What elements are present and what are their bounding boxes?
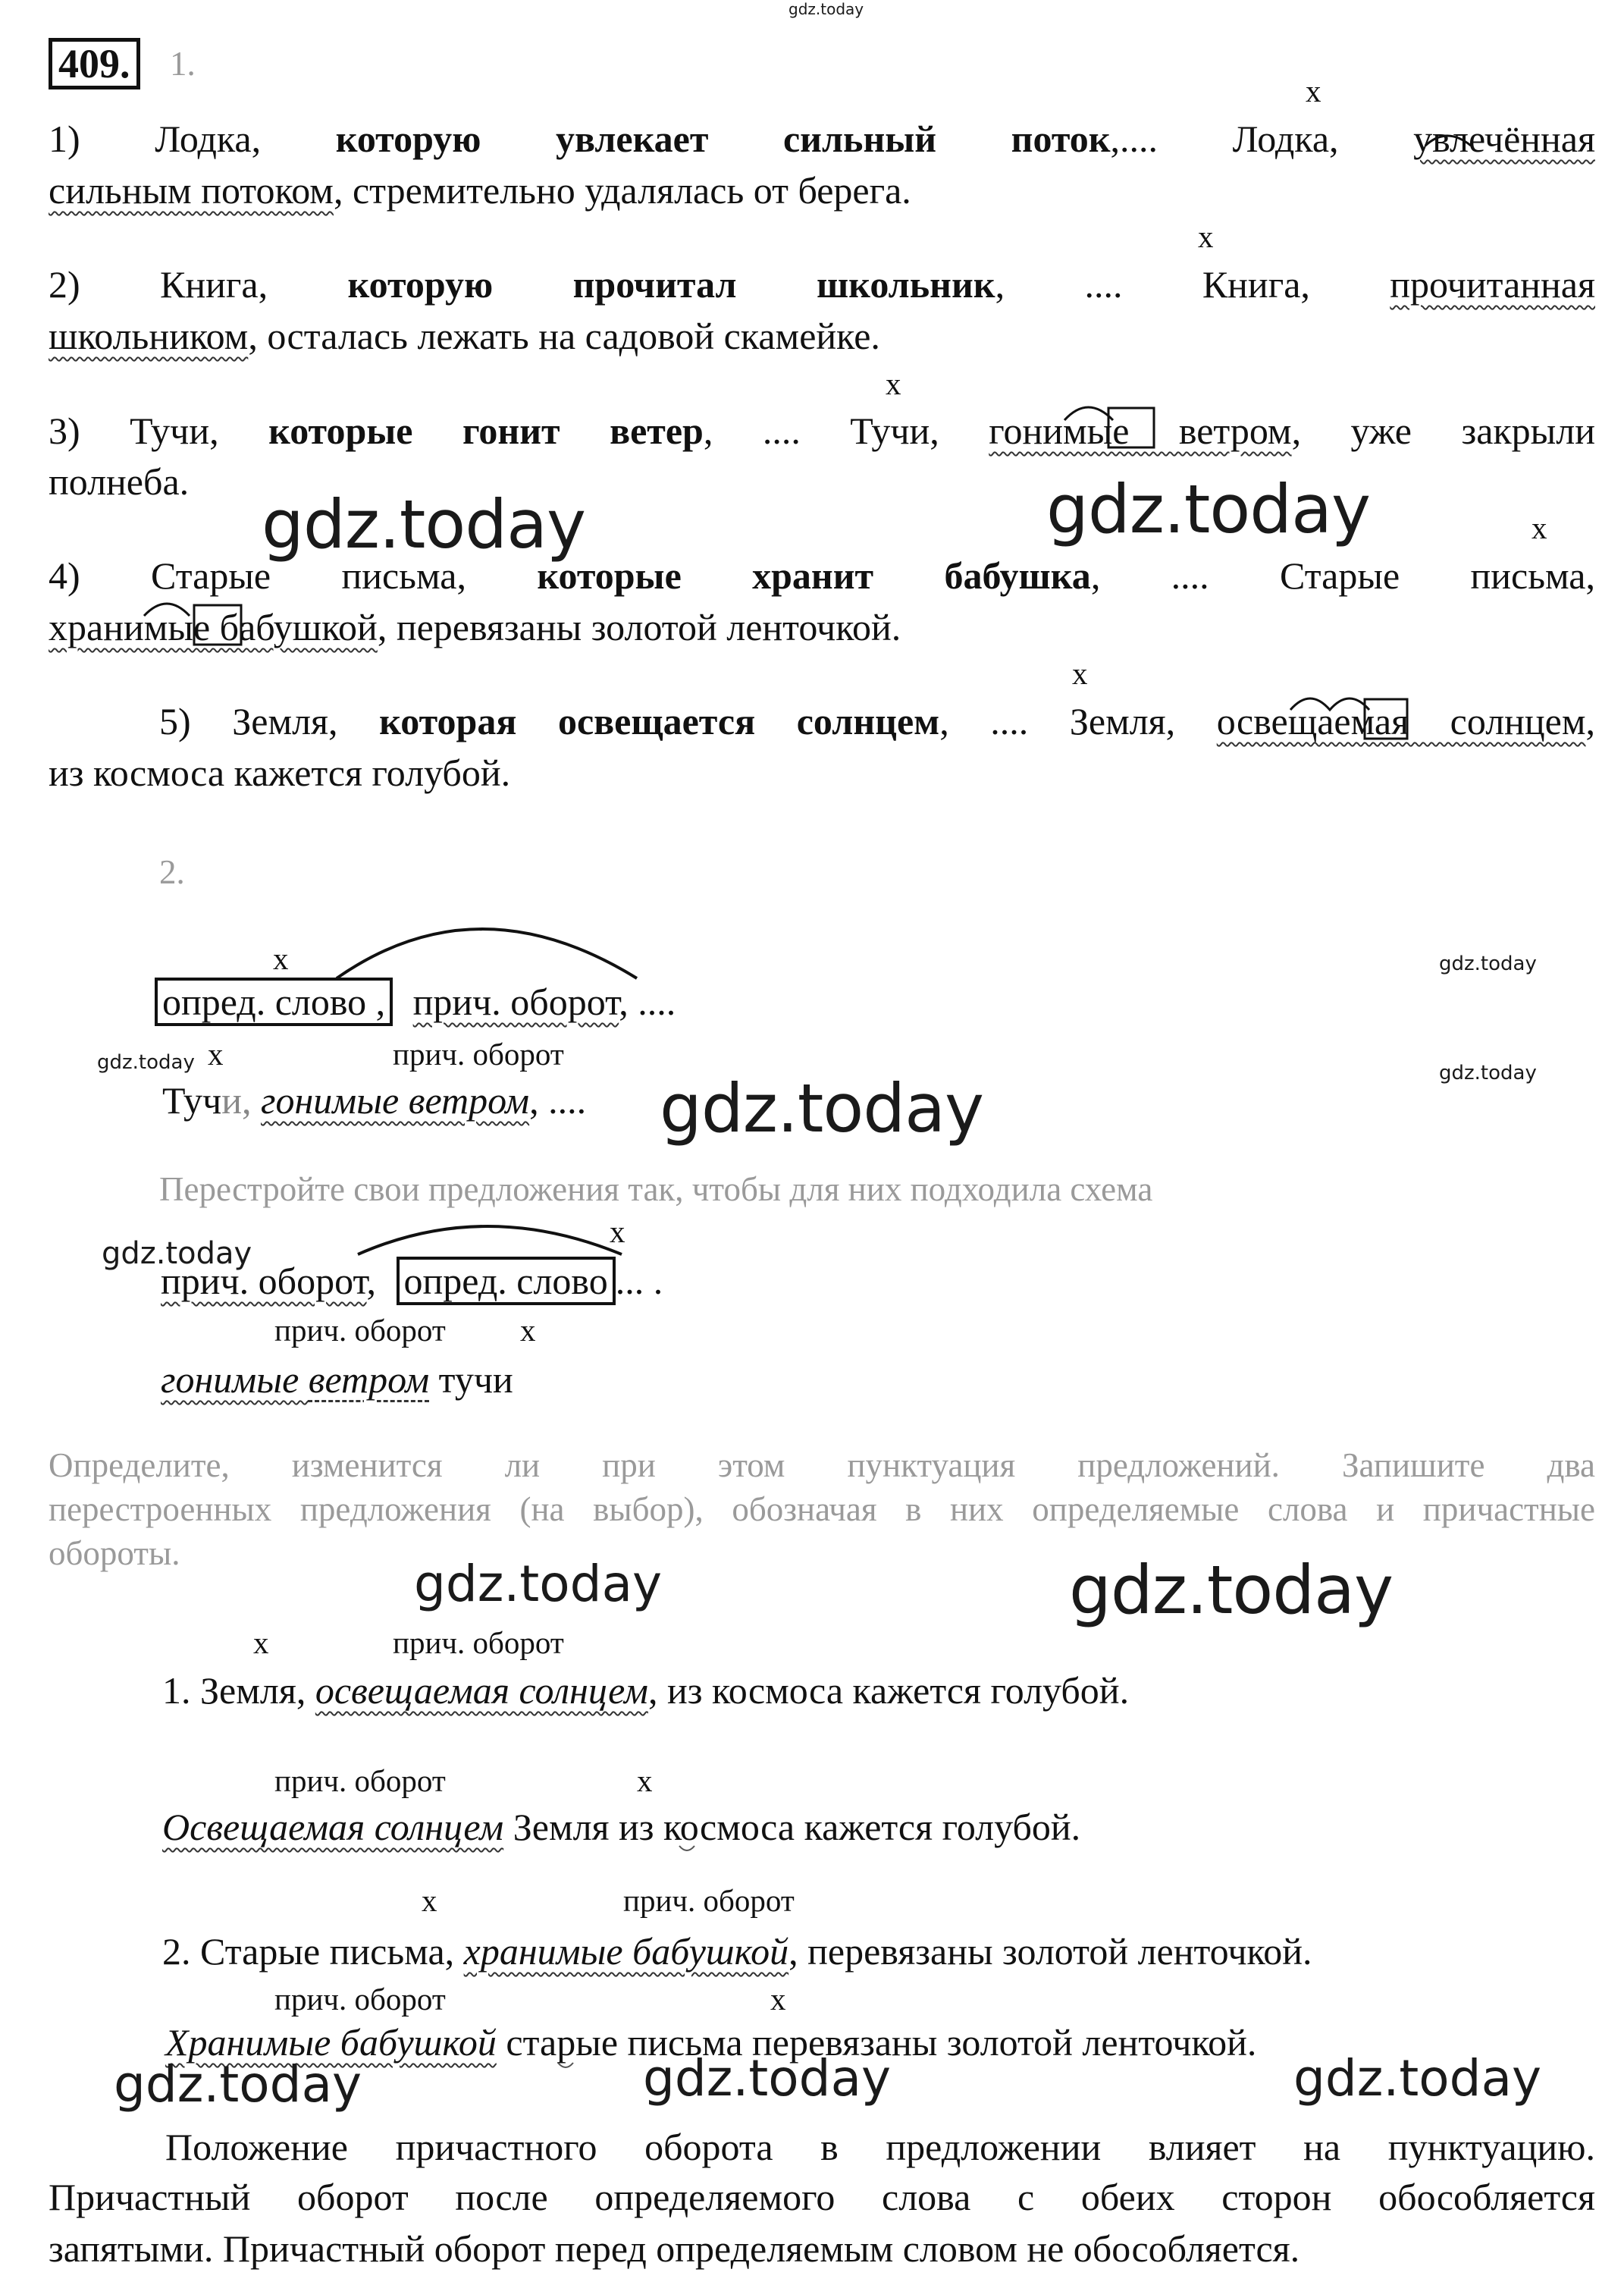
item-1-line-2: сильным потоком, стремительно удалялась от берега. [49,169,911,212]
part-1-label: 1. [170,45,196,83]
prich-label: прич. оборот [393,1625,564,1660]
item-2-line-1: 2) Книга, которую прочитал школьник, .... Книга, прочитанная [49,263,1595,306]
x-mark: x [886,366,901,401]
answer-2: 2. Старые письма, хранимые бабушкой, перевязаны золотой ленточкой. [162,1930,1312,1973]
part-2-label: 2. [159,853,185,891]
answer-1: 1. Земля, освещаемая солнцем, из космоса кажется голубой. [162,1669,1130,1712]
x-mark: x [1306,74,1321,108]
x-mark: x [208,1037,224,1072]
x-mark: x [1532,510,1547,545]
example-2: гонимые ветром тучи [161,1358,513,1401]
watermark: gdz.today [97,1051,195,1074]
example-1: Тучи, гонимые ветром, .... [162,1079,587,1122]
scheme-arc [337,929,637,978]
item-3-line-1: 3) Тучи, которые гонит ветер, .... Тучи, гонимые ветром, уже закрыли [49,410,1595,452]
watermark: gdz.today [114,2055,362,2114]
watermark: gdz.today [262,485,586,563]
prich-label: прич. оборот [274,1763,446,1798]
task-number: 409. [49,38,140,89]
watermark: gdz.today [1439,953,1537,975]
watermark: gdz.today [1439,1062,1537,1084]
item-4-line-1: 4) Старые письма, которые хранит бабушка, .... Старые письма, [49,554,1595,597]
watermark: gdz.today [1046,470,1371,548]
watermark-top: gdz.today [788,0,864,18]
item-5-line-2: из космоса кажется голубой. [49,752,511,794]
scheme-2: прич. оборот, опред. слово ... . [161,1262,663,1300]
x-mark: x [1198,219,1214,254]
item-3-line-2: полнеба. [49,460,190,503]
instruction-2-line-3: обороты. [49,1534,180,1572]
x-mark: x [1072,656,1088,691]
prich-label: прич. оборот [274,1313,446,1348]
watermark: gdz.today [1293,2049,1542,2108]
x-mark: x [610,1214,625,1249]
item-5-line-1: 5) Земля, которая освещается солнцем, .... Земля, освещаемая солнцем, [159,700,1595,742]
prich-label: прич. оборот [623,1883,795,1918]
x-mark: x [637,1763,653,1798]
x-mark: x [770,1982,786,2017]
answer-1-rebuilt: Освещаемая солнцем Земля из космоса кажется голубой. [162,1806,1081,1848]
answer-2-rebuilt: Хранимые бабушкой старые письма перевязаны золотой ленточкой. [165,2021,1257,2064]
instruction-2-line-1: Определите, изменится ли при этом пунктуация предложений. Запишите два [49,1446,1595,1484]
item-1-line-1: 1) Лодка, которую увлекает сильный поток,.... Лодка, увлечённая [49,118,1595,160]
watermark: gdz.today [102,1236,252,1271]
instruction-2-line-2: перестроенных предложения (на выбор), обозначая в них определяемые слова и причастные [49,1490,1595,1528]
watermark: gdz.today [660,1069,984,1147]
conclusion-line-2: Причастный оборот после определяемого слова с обеих сторон обособляется [49,2176,1595,2218]
x-mark: x [253,1625,269,1660]
scheme-1: опред. слово , прич. оборот, .... [155,983,676,1021]
prich-label: прич. оборот [274,1982,446,2017]
instruction-1: Перестройте свои предложения так, чтобы для них подходила схема [159,1170,1153,1208]
watermark: gdz.today [1069,1551,1394,1629]
conclusion-line-3: запятыми. Причастный оборот перед определяемым словом не обособляется. [49,2227,1300,2270]
x-mark: x [273,941,289,976]
watermark: gdz.today [414,1555,663,1613]
conclusion-line-1: Положение причастного оборота в предложении влияет на пунктуацию. [165,2126,1595,2168]
x-mark: x [422,1883,437,1918]
item-4-line-2: хранимые бабушкой, перевязаны золотой ленточкой. [49,606,901,648]
prich-label: прич. оборот [393,1037,564,1072]
item-2-line-2: школьником, осталась лежать на садовой скамейке. [49,315,880,357]
scheme-arc [358,1226,622,1254]
x-mark: x [520,1313,536,1348]
watermark: gdz.today [643,2049,892,2108]
